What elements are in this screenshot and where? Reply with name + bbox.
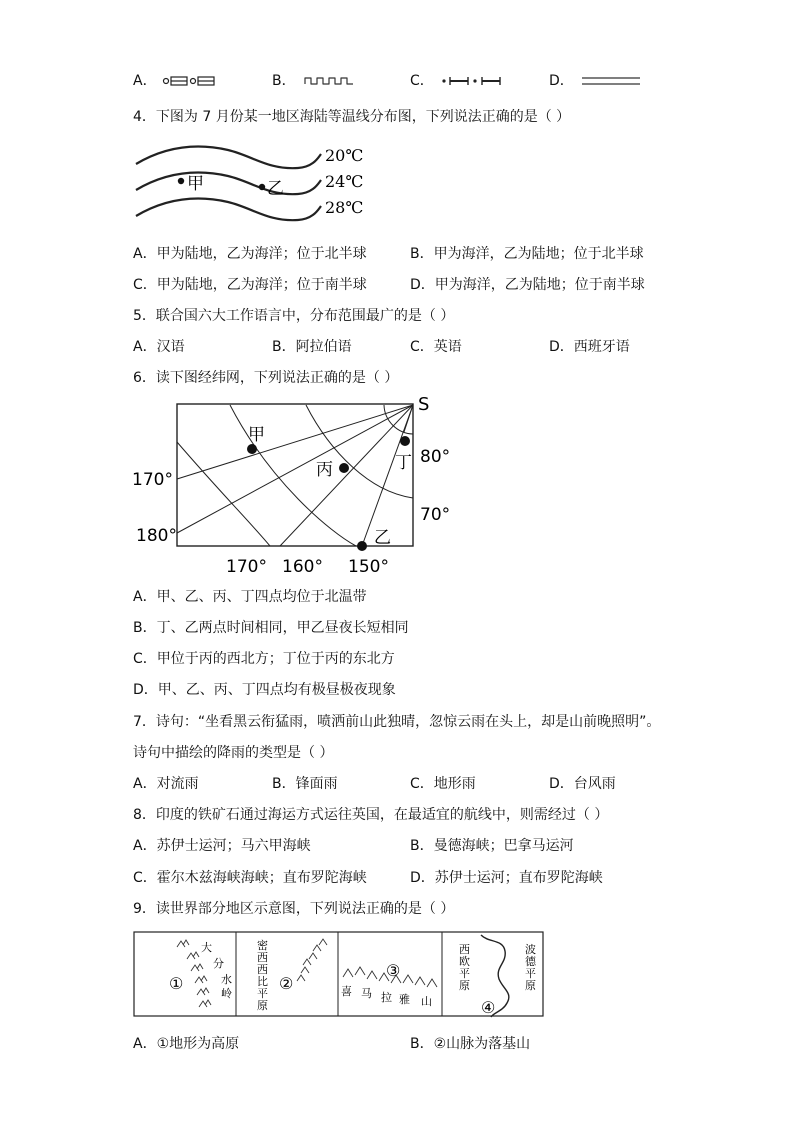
q9-panel2-char-6: 原	[257, 999, 268, 1012]
q9-panel3-char-1: 喜	[341, 985, 352, 998]
q5-option-a: A．汉语	[133, 339, 185, 355]
q3-option-a: A．	[133, 73, 157, 89]
q5-option-c: C．英语	[410, 339, 462, 355]
q9-panel2-char-4: 比	[257, 975, 268, 988]
q9-panel4-left-char-4: 原	[459, 979, 470, 992]
q9-panel2-mountains	[297, 939, 327, 981]
q6-ding-label: 丁	[395, 453, 412, 473]
q9-panel1-char-4: 岭	[221, 987, 232, 1000]
q7-option-d: D．台风雨	[549, 776, 616, 792]
q7-option-b: B．锋面雨	[272, 776, 338, 792]
q8-option-d: D．苏伊士运河；直布罗陀海峡	[410, 870, 603, 886]
q9-panel2-char-2: 西	[257, 951, 268, 964]
q6-lon-170-left-label: 170°	[132, 470, 173, 490]
q8-stem: 8．印度的铁矿石通过海运方式运往英国，在最适宜的航线中，则需经过（ ）	[133, 807, 609, 823]
q6-bing-label: 丙	[316, 460, 333, 480]
q9-option-a: A．①地形为高原	[133, 1036, 240, 1052]
q5-option-b: B．阿拉伯语	[272, 339, 352, 355]
q9-label-3: ③	[386, 961, 401, 980]
q9-panel4-right-char-4: 原	[525, 979, 536, 992]
q4-point-yi-label: 乙	[267, 179, 284, 199]
q9-stem: 9．读世界部分地区示意图，下列说法正确的是（ ）	[133, 901, 455, 917]
q6-option-d: D．甲、乙、丙、丁四点均有极昼极夜现象	[133, 682, 396, 698]
q4-point-jia-marker	[178, 178, 184, 184]
q5-stem: 5．联合国六大工作语言中，分布范围最广的是（ ）	[133, 308, 455, 324]
q4-option-c: C．甲为陆地，乙为海洋；位于南半球	[133, 277, 367, 293]
q6-pole-label: S	[418, 394, 430, 415]
q9-panel2-char-5: 平	[257, 987, 268, 1000]
q6-point-yi-marker	[357, 541, 367, 551]
q4-label-24: 24℃	[325, 172, 364, 191]
q9-regions-figure	[133, 931, 545, 1019]
q6-point-bing-marker	[339, 463, 349, 473]
q9-panel1-char-3: 水	[221, 973, 232, 986]
q4-point-jia-label: 甲	[187, 174, 204, 194]
q6-lon-170-bottom-label: 170°	[226, 557, 267, 577]
q6-lon-150-label: 150°	[348, 557, 389, 577]
q7-option-c: C．地形雨	[410, 776, 476, 792]
q3-option-b: B．	[272, 73, 296, 89]
q9-panel3-char-2: 马	[361, 987, 372, 1000]
q6-yi-label: 乙	[374, 528, 391, 548]
q9-label-2: ②	[279, 974, 294, 993]
q7-option-a: A．对流雨	[133, 776, 199, 792]
q3-symbol-a	[161, 74, 219, 88]
q3-symbol-c	[440, 74, 504, 88]
q9-option-b: B．②山脉为落基山	[410, 1036, 531, 1052]
q8-option-a: A．苏伊士运河；马六甲海峡	[133, 838, 311, 854]
q3-symbol-d	[580, 74, 642, 88]
q4-option-b: B．甲为海洋，乙为陆地；位于北半球	[410, 246, 644, 262]
q9-panel2-char-3: 西	[257, 963, 268, 976]
q9-panel3-char-3: 拉	[381, 991, 392, 1004]
q8-option-b: B．曼德海峡；巴拿马运河	[410, 838, 574, 854]
q9-panel4-right-char-2: 德	[525, 955, 536, 968]
q9-panel4-left-char-1: 西	[459, 943, 470, 956]
q4-option-d: D．甲为海洋，乙为陆地；位于南半球	[410, 277, 645, 293]
q7-stem: 7．诗句：“坐看黑云衔猛雨，喷洒前山此独晴，忽惊云雨在头上，却是山前晚照明”。	[133, 714, 661, 730]
q6-option-b: B．丁、乙两点时间相同，甲乙昼夜长短相同	[133, 620, 409, 636]
q9-panel3-char-4: 雅	[399, 993, 410, 1006]
q9-panel4-left-char-2: 欧	[459, 955, 470, 968]
q3-option-c: C．	[410, 73, 434, 89]
q6-lat-80-label: 80°	[420, 447, 451, 467]
q6-option-c: C．甲位于丙的西北方；丁位于丙的东北方	[133, 651, 395, 667]
q9-panel2-char-1: 密	[257, 939, 268, 952]
q9-label-4: ④	[481, 998, 496, 1017]
q9-panel3-char-5: 山	[421, 995, 432, 1008]
q6-lon-180-label: 180°	[136, 526, 177, 546]
q6-jia-label: 甲	[248, 425, 265, 445]
q6-stem: 6．读下图经纬网，下列说法正确的是（ ）	[133, 370, 399, 386]
q4-label-20: 20℃	[325, 146, 364, 165]
q4-point-yi-marker	[259, 184, 265, 190]
q6-lat-70-label: 70°	[420, 505, 451, 525]
q9-panel4-left-char-3: 平	[459, 967, 470, 980]
q6-point-ding-marker	[400, 436, 410, 446]
q4-isotherm-figure	[133, 138, 378, 224]
q6-graticule-figure	[130, 392, 460, 582]
q6-lon-160-label: 160°	[282, 557, 323, 577]
q7-stem-continued: 诗句中描绘的降雨的类型是（ ）	[133, 745, 334, 761]
q9-panel1-char-1: 大	[201, 941, 212, 954]
q4-option-a: A．甲为陆地，乙为海洋；位于北半球	[133, 246, 367, 262]
q6-point-jia-marker	[247, 444, 257, 454]
q4-stem: 4．下图为 7 月份某一地区海陆等温线分布图，下列说法正确的是（ ）	[133, 109, 571, 125]
q9-panel4-right-char-3: 平	[525, 967, 536, 980]
q9-panel1-char-2: 分	[213, 957, 224, 970]
q6-option-a: A．甲、乙、丙、丁四点均位于北温带	[133, 589, 367, 605]
q3-option-d: D．	[549, 73, 574, 89]
q9-panel4-right-char-1: 波	[525, 943, 536, 956]
q3-symbol-b	[303, 74, 355, 88]
q5-option-d: D．西班牙语	[549, 339, 630, 355]
q9-label-1: ①	[169, 974, 184, 993]
q8-option-c: C．霍尔木兹海峡海峡；直布罗陀海峡	[133, 870, 367, 886]
q4-label-28: 28℃	[325, 198, 364, 217]
